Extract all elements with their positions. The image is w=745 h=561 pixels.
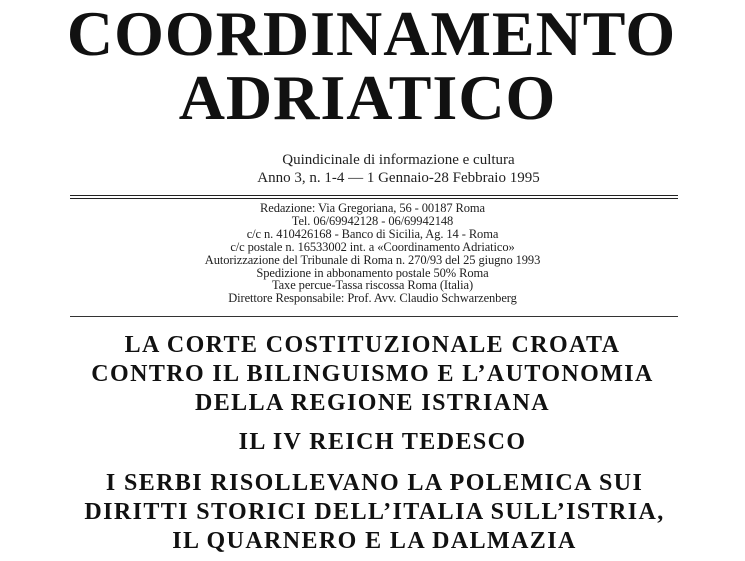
headline-line: DIRITTI STORICI DELL’ITALIA SULL’ISTRIA, <box>84 499 665 525</box>
colophon-line: Redazione: Via Gregoriana, 56 - 00187 Roma <box>260 201 485 215</box>
issue-date: Anno 3, n. 1-4 — 1 Gennaio-28 Febbraio 1995 <box>257 170 540 186</box>
colophon-line: Spedizione in abbonamento postale 50% Roma <box>256 265 489 280</box>
newspaper-title-line-2: ADRIATICO <box>178 62 557 133</box>
colophon-line: Direttore Responsabile: Prof. Avv. Claudio Schwarzenberg <box>228 291 517 306</box>
newspaper-title-line-1: COORDINAMENTO <box>66 0 677 69</box>
newspaper-subtitle: Quindicinale di informazione e cultura <box>282 152 515 168</box>
colophon-line: Autorizzazione del Tribunale di Roma n. 270/93 del 25 giugno 1993 <box>204 252 541 267</box>
colophon-line: c/c postale n. 16533002 int. a «Coordinamento Adriatico» <box>230 239 515 254</box>
divider-rule-bottom <box>70 316 678 317</box>
headline-fourth-reich <box>0 428 745 457</box>
colophon-line: Taxe percue-Tassa riscossa Roma (Italia) <box>271 278 474 293</box>
colophon-line: Tel. 06/69942128 - 06/69942148 <box>291 213 454 228</box>
colophon <box>0 202 745 305</box>
colophon-line: c/c n. 410426168 - Banco di Sicilia, Ag. 14 - Roma <box>246 226 499 241</box>
headline-line: LA CORTE COSTITUZIONALE CROATA <box>124 332 621 358</box>
headline-line: DELLA REGIONE ISTRIANA <box>195 390 550 416</box>
headline-line: IL IV REICH TEDESCO <box>238 429 527 455</box>
divider-rule-top <box>70 195 678 196</box>
headline-line: I SERBI RISOLLEVANO LA POLEMICA SUI <box>105 470 644 496</box>
headline-serbs-polemic <box>0 469 745 556</box>
headline-line: CONTRO IL BILINGUISMO E L’AUTONOMIA <box>91 361 654 387</box>
headline-line: IL QUARNERO E LA DALMAZIA <box>172 528 577 554</box>
headlines <box>0 331 745 556</box>
divider-rule-top-second <box>70 198 678 199</box>
headline-constitutional-court <box>0 331 745 418</box>
masthead <box>0 0 745 133</box>
